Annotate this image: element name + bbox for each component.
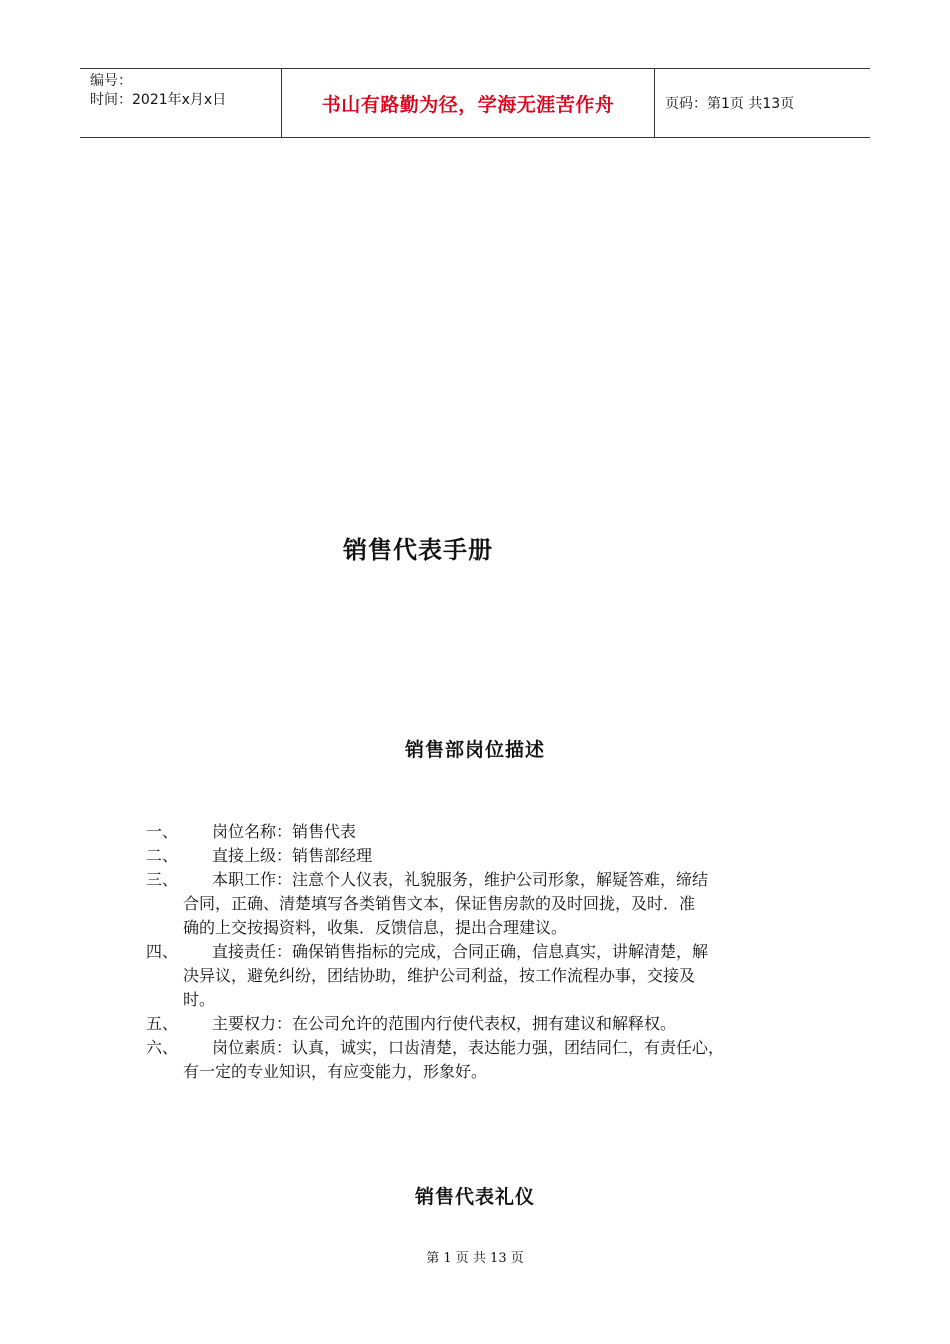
section-title-etiquette: 销售代表礼仪 <box>414 1186 535 1208</box>
item-text-continued: 合同，正确、清楚填写各类销售文本，保证售房款的及时回拢，及时．准 <box>183 894 696 913</box>
item-number: 五、 <box>146 1014 179 1033</box>
header-motto: 书山有路勤为径，学海无涯苦作舟 <box>282 69 655 137</box>
section-title-job-description: 销售部岗位描述 <box>404 739 545 761</box>
item-text: 直接责任：确保销售指标的完成，合同正确，信息真实，讲解清楚，解 <box>212 942 709 961</box>
item-text-continued: 有一定的专业知识，有应变能力，形象好。 <box>183 1062 488 1081</box>
item-text: 主要权力：在公司允许的范围内行使代表权，拥有建议和解释权。 <box>212 1014 677 1033</box>
list-item <box>146 868 826 892</box>
document-title: 销售代表手册 <box>343 536 493 564</box>
item-number: 一、 <box>146 822 179 841</box>
document-number: 编号： <box>90 73 132 89</box>
item-text-continued: 时。 <box>183 990 216 1009</box>
page-footer: 第 1 页 共 13 页 <box>426 1251 524 1266</box>
page-header <box>80 68 870 138</box>
header-page-info: 页码：第1页 共13页 <box>665 96 795 112</box>
list-item <box>146 1012 826 1036</box>
list-item <box>146 820 826 844</box>
item-text-continued: 确的上交按揭资料，收集．反馈信息，提出合理建议。 <box>183 918 568 937</box>
item-text: 岗位素质：认真，诚实，口齿清楚，表达能力强，团结同仁，有责任心， <box>212 1038 725 1057</box>
header-meta <box>80 69 282 137</box>
item-text-continued: 决异议，避免纠纷，团结协助，维护公司利益，按工作流程办事，交接及 <box>183 966 696 985</box>
job-description-list <box>146 820 826 1084</box>
item-number: 四、 <box>146 942 179 961</box>
item-text: 直接上级：销售部经理 <box>212 846 373 865</box>
item-text: 本职工作：注意个人仪表，礼貌服务，维护公司形象，解疑答难，缔结 <box>212 870 709 889</box>
list-item <box>146 1036 826 1060</box>
item-number: 二、 <box>146 846 179 865</box>
document-date: 时间：2021年x月x日 <box>90 92 227 108</box>
item-number: 六、 <box>146 1038 179 1057</box>
item-text: 岗位名称：销售代表 <box>212 822 357 841</box>
item-number: 三、 <box>146 870 179 889</box>
list-item <box>146 940 826 964</box>
list-item <box>146 844 826 868</box>
